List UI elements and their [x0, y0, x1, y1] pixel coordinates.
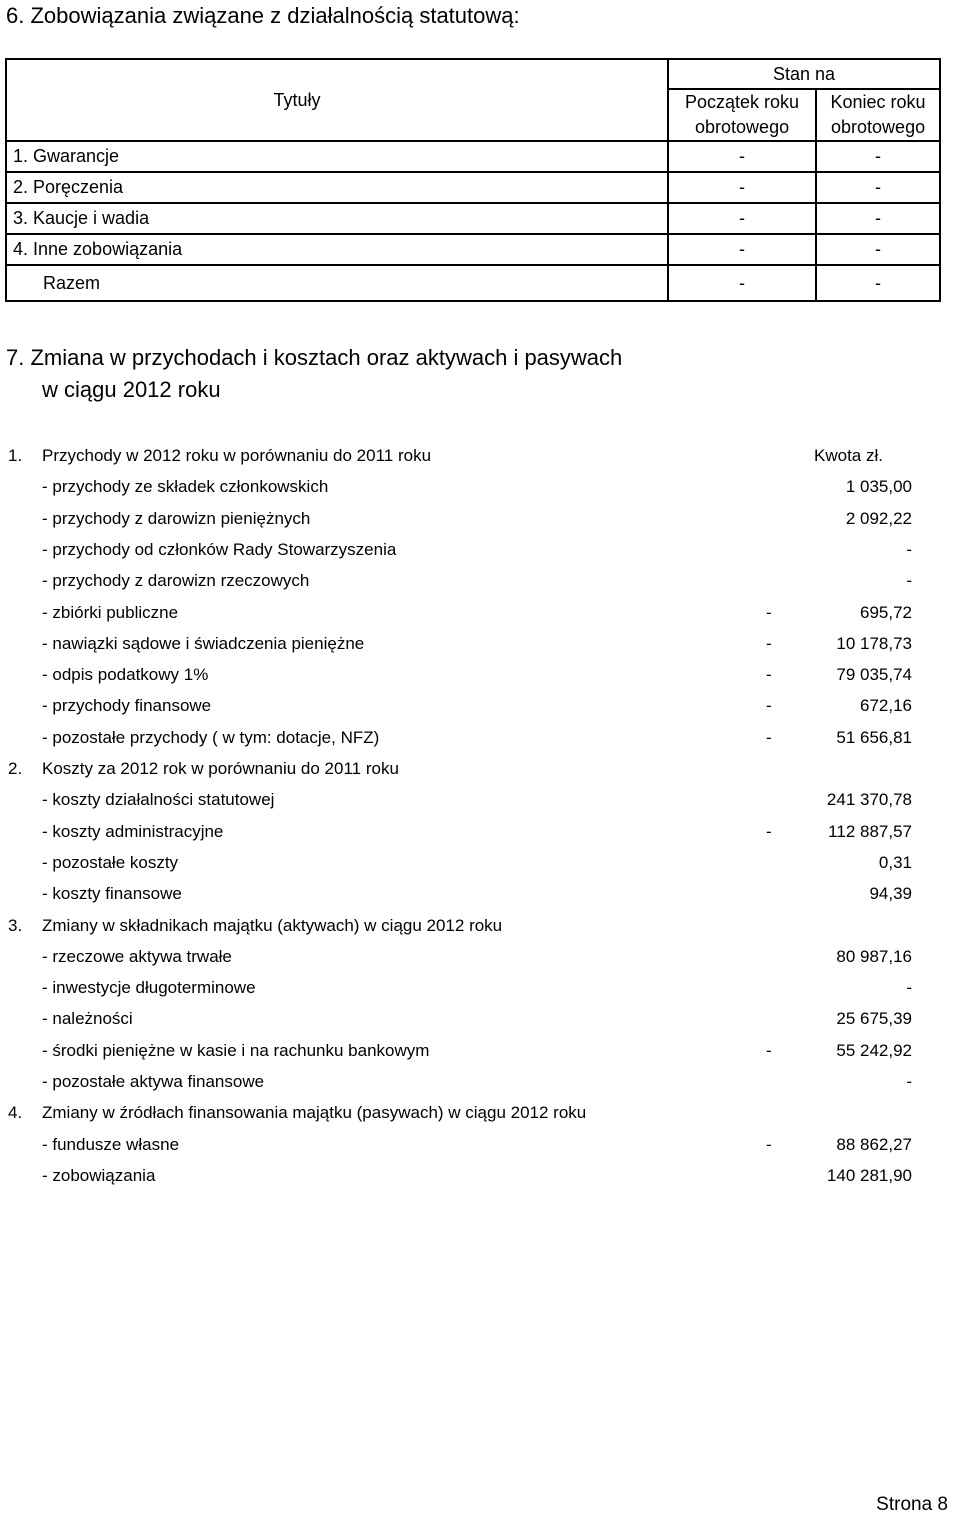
total-start-value: - — [668, 265, 816, 301]
line-item-label: - środki pieniężne w kasie i na rachunku bankowym — [42, 1041, 430, 1060]
line-item-label: - fundusze własne — [42, 1135, 180, 1154]
group-number: 2. — [8, 759, 23, 778]
row-end-value: - — [816, 172, 940, 203]
line-item-amount: 88 862,27 — [836, 1135, 912, 1154]
line-item-sign: - — [766, 1041, 772, 1060]
table-row — [6, 172, 940, 203]
table-row — [6, 141, 940, 172]
line-item-amount: 672,16 — [860, 696, 912, 715]
line-item-label: - przychody z darowizn rzeczowych — [42, 571, 310, 590]
row-end-value: - — [816, 234, 940, 265]
line-item-label: - pozostałe przychody ( w tym: dotacje, NFZ) — [42, 728, 380, 747]
row-start-value: - — [668, 234, 816, 265]
line-item-sign: - — [766, 696, 772, 715]
total-label: Razem — [6, 265, 668, 301]
line-item-label: - rzeczowe aktywa trwałe — [42, 947, 232, 966]
line-item-amount: 112 887,57 — [828, 822, 912, 841]
total-row — [6, 265, 940, 301]
line-item-amount: - — [906, 540, 912, 559]
row-end-value: - — [816, 141, 940, 172]
line-item-amount: 94,39 — [869, 884, 912, 903]
group-number: 3. — [8, 916, 23, 935]
group-title: Przychody w 2012 roku w porównaniu do 2011 roku — [42, 446, 432, 465]
line-item-sign: - — [766, 634, 772, 653]
line-item-amount: 79 035,74 — [836, 665, 912, 684]
line-item-amount: 10 178,73 — [836, 634, 912, 653]
line-item-amount: 140 281,90 — [826, 1166, 912, 1185]
group-title: Zmiany w źródłach finansowania majątku (pasywach) w ciągu 2012 roku — [42, 1103, 587, 1122]
row-label: 4. Inne zobowiązania — [6, 234, 668, 265]
line-item-label: - koszty administracyjne — [42, 822, 224, 841]
page-number: Strona 8 — [876, 1494, 948, 1515]
line-item-label: - przychody od członków Rady Stowarzyszenia — [42, 540, 397, 559]
row-start-value: - — [668, 203, 816, 234]
section-7-title: 7. Zmiana w przychodach i kosztach oraz aktywach i pasywach — [6, 345, 623, 370]
line-item-amount: 0,31 — [878, 853, 912, 872]
line-item-label: - przychody ze składek członkowskich — [42, 477, 329, 496]
line-item-amount: - — [906, 1072, 912, 1091]
section-6-title: 6. Zobowiązania związane z działalnością statutową: — [6, 3, 520, 28]
line-item-label: - przychody finansowe — [42, 696, 212, 715]
group-number: 1. — [8, 446, 23, 465]
line-item-label: - inwestycje długoterminowe — [42, 978, 256, 997]
line-item-label: - koszty działalności statutowej — [42, 790, 275, 809]
group-title: Koszty za 2012 rok w porównaniu do 2011 roku — [42, 759, 399, 778]
line-item-amount: 55 242,92 — [836, 1041, 912, 1060]
line-item-label: - koszty finansowe — [42, 884, 182, 903]
line-item-amount: 51 656,81 — [836, 728, 912, 747]
line-item-amount: 2 092,22 — [845, 509, 912, 528]
group-title: Zmiany w składnikach majątku (aktywach) w ciągu 2012 roku — [42, 916, 503, 935]
line-item-label: - zbiórki publiczne — [42, 603, 179, 622]
line-item-label: - zobowiązania — [42, 1166, 156, 1185]
line-item-amount: 695,72 — [860, 603, 912, 622]
row-start-value: - — [668, 172, 816, 203]
header-start: Początek roku obrotowego — [668, 89, 816, 141]
line-item-sign: - — [766, 665, 772, 684]
group-number: 4. — [8, 1103, 23, 1122]
header-end: Koniec roku obrotowego — [816, 89, 940, 141]
line-item-amount: - — [906, 978, 912, 997]
header-titles: Tytuły — [6, 59, 668, 141]
row-label: 3. Kaucje i wadia — [6, 203, 668, 234]
line-item-amount: 241 370,78 — [826, 790, 912, 809]
line-item-label: - pozostałe koszty — [42, 853, 179, 872]
line-item-amount: - — [906, 571, 912, 590]
commitments-table — [5, 58, 941, 302]
line-item-sign: - — [766, 728, 772, 747]
kwota-header: Kwota zł. — [814, 446, 883, 465]
row-label: 1. Gwarancje — [6, 141, 668, 172]
line-item-amount: 25 675,39 — [836, 1009, 912, 1028]
total-end-value: - — [816, 265, 940, 301]
line-item-sign: - — [766, 1135, 772, 1154]
line-item-label: - należności — [42, 1009, 133, 1028]
line-item-amount: 80 987,16 — [836, 947, 912, 966]
line-item-sign: - — [766, 822, 772, 841]
header-stan-na: Stan na — [668, 59, 940, 89]
line-item-label: - nawiązki sądowe i świadczenia pieniężne — [42, 634, 365, 653]
line-item-amount: 1 035,00 — [845, 477, 912, 496]
line-item-label: - odpis podatkowy 1% — [42, 665, 209, 684]
line-item-label: - przychody z darowizn pieniężnych — [42, 509, 311, 528]
row-start-value: - — [668, 141, 816, 172]
row-label: 2. Poręczenia — [6, 172, 668, 203]
line-item-label: - pozostałe aktywa finansowe — [42, 1072, 265, 1091]
section-7-title-line2: w ciągu 2012 roku — [42, 377, 221, 402]
table-row — [6, 203, 940, 234]
table-row — [6, 234, 940, 265]
row-end-value: - — [816, 203, 940, 234]
line-item-sign: - — [766, 603, 772, 622]
